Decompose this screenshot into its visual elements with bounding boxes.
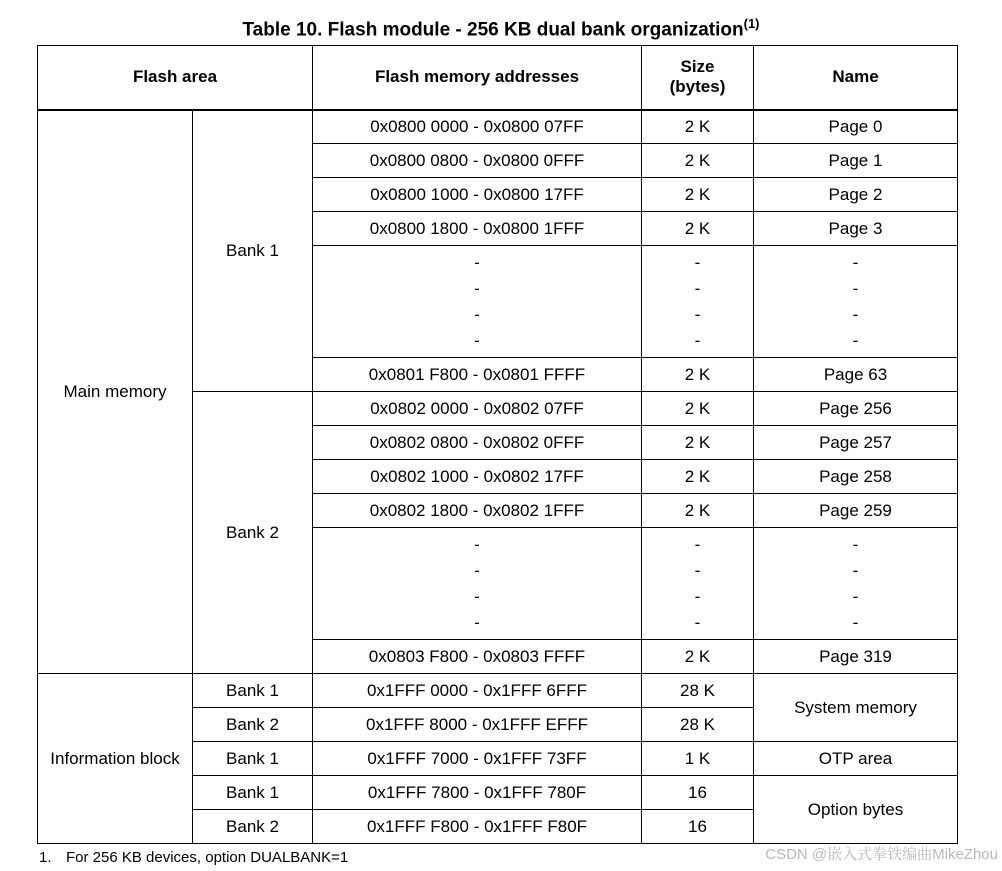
address-cell: 0x0801 F800 - 0x0801 FFFF xyxy=(313,358,642,392)
bank-cell: Bank 1 xyxy=(193,674,313,708)
address-cell: 0x0800 0000 - 0x0800 07FF xyxy=(313,110,642,144)
flash-organization-table xyxy=(37,45,958,844)
bank-cell: Bank 1 xyxy=(193,776,313,810)
address-cell: 0x1FFF 8000 - 0x1FFF EFFF xyxy=(313,708,642,742)
name-cell: Page 259 xyxy=(754,494,958,528)
size-cell: 2 K xyxy=(642,144,754,178)
address-cell: 0x0800 1000 - 0x0800 17FF xyxy=(313,178,642,212)
size-cell: 2 K xyxy=(642,358,754,392)
address-cell: 0x0802 1800 - 0x0802 1FFF xyxy=(313,494,642,528)
address-cell: 0x1FFF F800 - 0x1FFF F80F xyxy=(313,810,642,844)
address-cell: 0x1FFF 7000 - 0x1FFF 73FF xyxy=(313,742,642,776)
name-ellipsis: - - - - xyxy=(754,246,958,358)
address-cell: 0x1FFF 0000 - 0x1FFF 6FFF xyxy=(313,674,642,708)
header-row xyxy=(38,46,958,110)
name-cell: Page 3 xyxy=(754,212,958,246)
header-addresses: Flash memory addresses xyxy=(313,46,642,110)
otp-area-name: OTP area xyxy=(754,742,958,776)
size-ellipsis: - - - - xyxy=(642,246,754,358)
bank-cell: Bank 1 xyxy=(193,742,313,776)
name-cell: Page 63 xyxy=(754,358,958,392)
name-cell: Page 256 xyxy=(754,392,958,426)
address-cell: 0x0802 0000 - 0x0802 07FF xyxy=(313,392,642,426)
watermark: CSDN @嵌入式拳铁编曲MikeZhou xyxy=(765,846,998,863)
size-cell: 2 K xyxy=(642,110,754,144)
option-bytes-name: Option bytes xyxy=(754,776,958,844)
main-memory-label: Main memory xyxy=(38,110,193,674)
name-cell: Page 0 xyxy=(754,110,958,144)
name-cell: Page 2 xyxy=(754,178,958,212)
address-cell: 0x1FFF 7800 - 0x1FFF 780F xyxy=(313,776,642,810)
size-cell: 28 K xyxy=(642,708,754,742)
size-cell: 28 K xyxy=(642,674,754,708)
name-ellipsis: - - - - xyxy=(754,528,958,640)
size-cell: 2 K xyxy=(642,494,754,528)
size-cell: 1 K xyxy=(642,742,754,776)
size-cell: 2 K xyxy=(642,460,754,494)
size-cell: 2 K xyxy=(642,212,754,246)
name-cell: Page 257 xyxy=(754,426,958,460)
bank1-label: Bank 1 xyxy=(193,110,313,392)
size-cell: 16 xyxy=(642,776,754,810)
header-name: Name xyxy=(754,46,958,110)
size-ellipsis: - - - - xyxy=(642,528,754,640)
table-title: Table 10. Flash module - 256 KB dual bank organization$^{(1)}$ xyxy=(242,16,760,41)
bank-cell: Bank 2 xyxy=(193,810,313,844)
size-cell: 16 xyxy=(642,810,754,844)
address-cell: 0x0802 0800 - 0x0802 0FFF xyxy=(313,426,642,460)
footnote: 1. For 256 KB devices, option DUALBANK=1 xyxy=(39,849,349,866)
address-cell: 0x0802 1000 - 0x0802 17FF xyxy=(313,460,642,494)
header-size: Size (bytes) xyxy=(642,46,754,110)
address-ellipsis: - - - - xyxy=(313,528,642,640)
address-cell: 0x0803 F800 - 0x0803 FFFF xyxy=(313,640,642,674)
size-cell: 2 K xyxy=(642,178,754,212)
size-cell: 2 K xyxy=(642,426,754,460)
bank-cell: Bank 2 xyxy=(193,708,313,742)
table-row xyxy=(38,674,958,708)
size-cell: 2 K xyxy=(642,640,754,674)
address-cell: 0x0800 0800 - 0x0800 0FFF xyxy=(313,144,642,178)
information-block-label: Information block xyxy=(38,674,193,844)
name-cell: Page 258 xyxy=(754,460,958,494)
header-flash-area: Flash area xyxy=(38,46,313,110)
address-cell: 0x0800 1800 - 0x0800 1FFF xyxy=(313,212,642,246)
name-cell: Page 1 xyxy=(754,144,958,178)
table-row xyxy=(38,110,958,144)
system-memory-name: System memory xyxy=(754,674,958,742)
bank2-label: Bank 2 xyxy=(193,392,313,674)
name-cell: Page 319 xyxy=(754,640,958,674)
size-cell: 2 K xyxy=(642,392,754,426)
address-ellipsis: - - - - xyxy=(313,246,642,358)
